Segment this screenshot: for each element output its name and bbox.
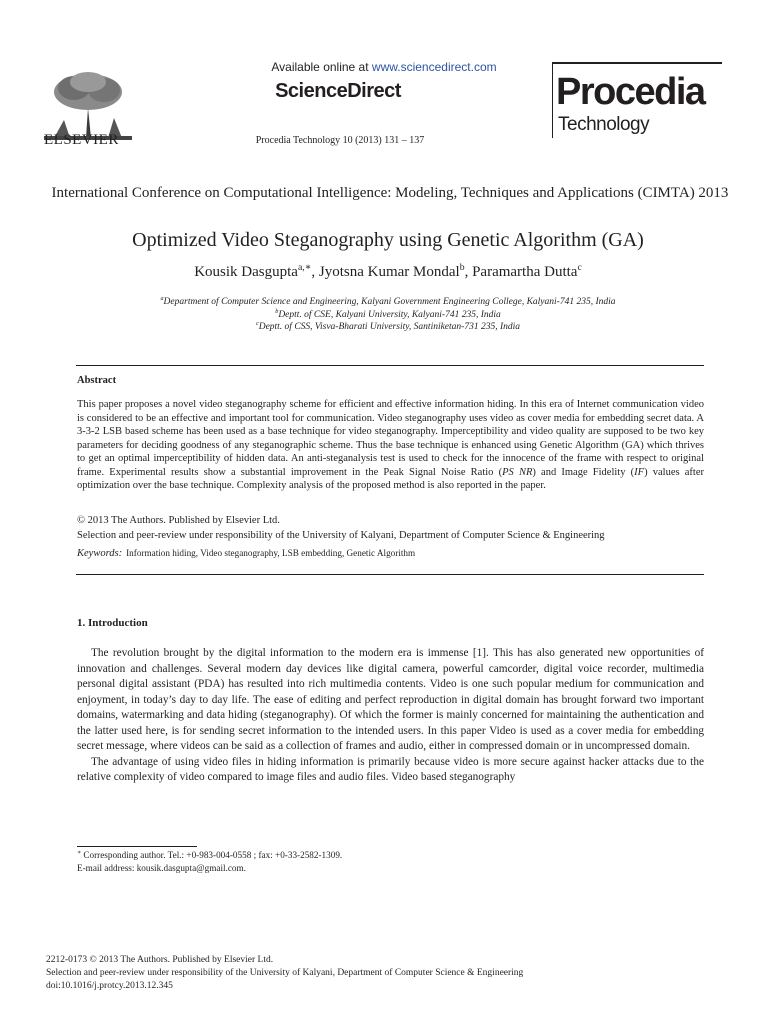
sciencedirect-wordmark: ScienceDirect (275, 80, 401, 102)
sciencedirect-link[interactable]: www.sciencedirect.com (371, 60, 497, 74)
section-heading-introduction: 1. Introduction (77, 617, 148, 629)
abstract-text-part: ) values after optimization over the base technique. Complexity analysis of the proposed method is also reported in the paper. (77, 466, 704, 491)
author-name: Jyotsna Kumar Mondal (318, 264, 460, 280)
footnote-text: Corresponding author. Tel.: +0-983-004-0558 ; fax: +0-33-2582-1309. (83, 850, 343, 860)
paragraph: The advantage of using video files in hiding information is primarily because video is more secure against hacker attacks due to the relative complexity of video compared to image files and audio files. Video based steganography (77, 755, 704, 783)
available-prefix: Available online at (271, 60, 372, 74)
procedia-subbrand: Technology (558, 114, 650, 135)
footer-peer-review: Selection and peer-review under responsibility of the University of Kalyani, Department of Computer Science & Engineering (46, 968, 524, 978)
author-name: Paramartha Dutta (472, 264, 578, 280)
footnote-marker: ∗ (77, 849, 82, 856)
abstract-top-rule (76, 365, 704, 366)
paper-title: Optimized Video Steganography using Genetic Algorithm (GA) (132, 229, 644, 251)
paragraph: The revolution brought by the digital information to the modern era is immense [1]. This has also generated new opportunities of innovation and challenges. Several modern day devices like digital camera, powerful camcorder, digital voice recorder, multimedia personal digital assistant (PDA) has resulted into rich multimedia contents. Video is one such popular medium for communication and enjoyment, in today’s day to day life. The ease of editing and perfect reproduction in digital domain has brought forward two important domains, watermarking and data hiding (steganography). Of which the former is mainly concerned for maintaining the authentication and the latter used here, is for sending secret information to the intended users. In this paper Video is used as a cover media for embedding secret message, where videos can be said as a collection of frames and audio, either in compressed domain or in uncompressed domain. (77, 647, 704, 752)
affiliation-text: Department of Computer Science and Engineering, Kalyani Government Engineering College, Kalyani-741 235, India (163, 297, 616, 307)
brand-side-rule (552, 64, 553, 138)
affiliation-text: Deptt. of CSE, Kalyani University, Kalyani-741 235, India (278, 309, 501, 320)
author-name: Kousik Dasgupta (194, 264, 298, 280)
conference-name: International Conference on Computational Intelligence: Modeling, Techniques and Applications (CIMTA) 2013 (51, 185, 729, 201)
copyright-notice: © 2013 The Authors. Published by Elsevier Ltd. (77, 515, 280, 526)
peer-review-notice: Selection and peer-review under responsibility of the University of Kalyani, Department of Computer Science & Engineering (77, 530, 605, 541)
doi: doi:10.1016/j.protcy.2013.12.345 (46, 981, 173, 991)
abstract-body (77, 398, 704, 493)
affiliation-text: Deptt. of CSS, Visva-Bharati University, Santiniketan-731 235, India (258, 322, 521, 332)
psnr-term: PS NR (502, 466, 533, 478)
author-marker: b (459, 262, 465, 273)
footnote-rule (77, 846, 197, 847)
author-marker: a,∗ (297, 262, 312, 273)
affiliation-line (0, 321, 768, 334)
journal-reference: Procedia Technology 10 (2013) 131 – 137 (255, 135, 425, 146)
corresponding-author-footnote (77, 850, 342, 860)
if-term: IF (634, 466, 645, 478)
author-list (0, 264, 768, 281)
affiliation-marker: c (255, 320, 259, 327)
abstract-text-part: ) and Image Fidelity ( (532, 466, 635, 478)
affiliation-line (0, 296, 768, 309)
keywords-line (77, 548, 415, 559)
keywords-label: Keywords: (77, 548, 123, 559)
introduction-body (77, 646, 704, 786)
abstract-heading: Abstract (77, 375, 117, 386)
affiliation-marker: a (160, 295, 164, 302)
author-separator: , (464, 264, 473, 280)
email-footnote: E-mail address: kousik.dasgupta@gmail.com. (77, 863, 246, 873)
affiliation-marker: b (275, 308, 279, 315)
affiliations (0, 296, 768, 334)
author-marker: c (577, 262, 582, 273)
issn-copyright: 2212-0173 © 2013 The Authors. Published by Elsevier Ltd. (46, 955, 274, 965)
affiliation-line (0, 309, 768, 322)
procedia-brand: Procedia (556, 71, 705, 113)
brand-top-rule (552, 62, 722, 64)
author-separator: , (311, 264, 319, 280)
abstract-bottom-rule (76, 574, 704, 575)
keywords-values: Information hiding, Video steganography, LSB embedding, Genetic Algorithm (126, 548, 416, 558)
publisher-name: ELSEVIER (44, 132, 119, 148)
abstract-text-part: This paper proposes a novel video steganography scheme for efficient and effective information hiding. In this era of Internet communication video is considered to be an effective and important tool for communication. Video steganography uses video as cover media for embedding secret data. A 3-3-2 LSB based scheme has been used as a base technique for video steganography. Imperceptibility and video quality are supposed to be two key parameters for deciding goodness of any steganographic scheme. Thus the base technique is enhanced using Genetic Algorithm (GA) which thrives to get an optimal imperceptibility of hidden data. An anti-steganalysis test is used to check for the innocence of the frame with respect to original frame. Experimental results show a substantial improvement in the Peak Signal Noise Ratio ( (77, 399, 704, 478)
